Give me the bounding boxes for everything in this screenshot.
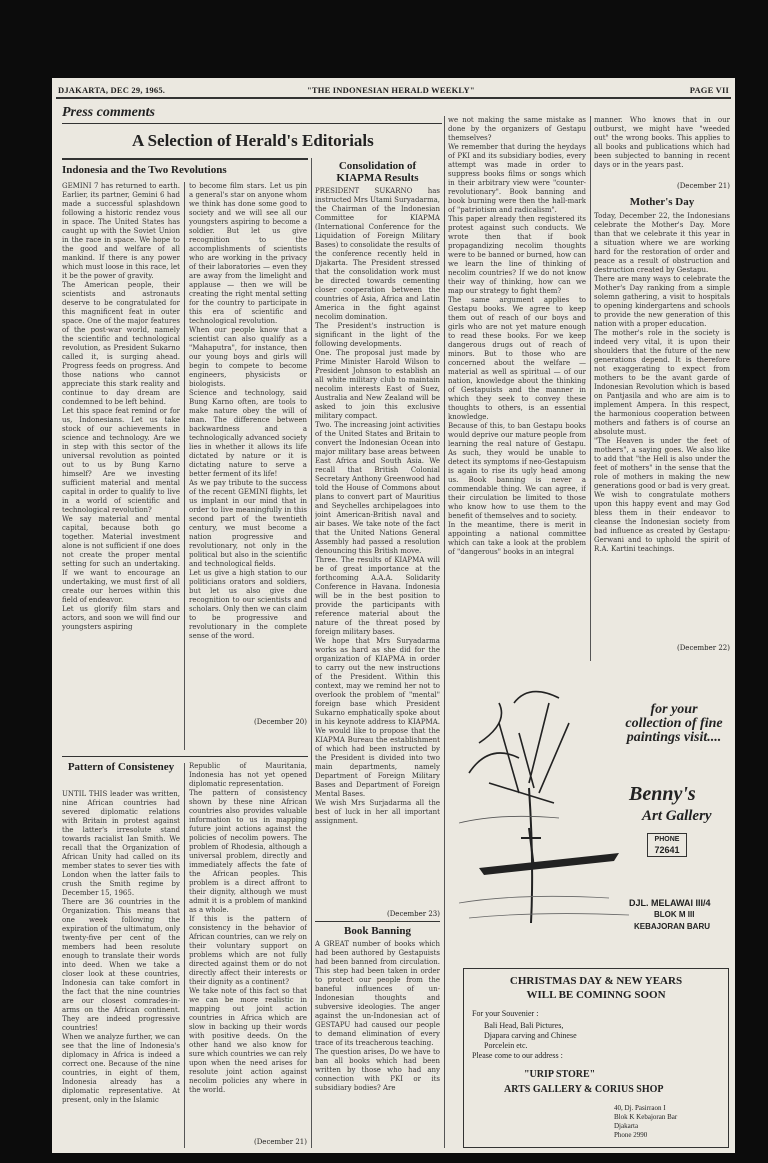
- kiapma-body: PRESIDENT SUKARNO has instructed Mrs Utami Suryadarma, the Chairman of the Indonesian Committee for KIAPMA (International Conference for the Liquidation of Foreign Military Bases) to consolidate the results of the conference recently held in Djakarta. The President stressed that the consolidation work must be directed towards cementing closer cooperation between the countries of Asia, Africa and Latin America in the fight against necolim domination. The President's instruction is significant in the light of the following developments. One. The proposal just made by Prime Minister Harold Wilson to President Johnson to establish an all white military club to maintain necolim interests East of Suez, Australia and New Zealand will be asked to join this exclusive military compact. Two. The increasing joint activities of the United States and Britain to convert the Indonesian Ocean into major military base areas between East Africa and South Asia. We recall that British Colonial Secretary Anthony Greenwood had told the House of Commons about plans to convert part of Mauritius and Seychelles archipelagoes into joint American-British naval and air bases. We take note of the fact that the United Nations General Assembly had passed a resolution denouncing this British move. Three. The results of KIAPMA will be of great importance at the forthcoming A.A.A. Solidarity Conference in Havana. Indonesia will be in the best position to provide the participants with reference material about the nature of the threat posed by foreign military bases. We hope that Mrs Suryadarma works as hard as she did for the organization of KIAPMA in order to carry out the new instructions of the President. Within this context, may we remind her not to overlook the problem of "mental" foreign base which President Sukarno emphatically spoke about in his keynote address to KIAPMA. We would like to propose that the KIAPMA Bureau the establishment of which had been instructed by the President is divided into two main departments, namely Department of Foreign Military Bases and Department of Foreign Mental Bases. We wish Mrs Surjadarma all the best of luck in her all important assignment.: [315, 187, 440, 825]
- ad-gallery-name: Benny's: [629, 783, 696, 805]
- gemini-column-1: GEMINI 7 has returned to earth. Earlier, its partner, Gemini 6 had made a successful splashdown following a historic rendez vous in space. The United States has caught up with the Soviet Union in the race in space. We hope to the good and welfare of all mankind. If there is any power which must loose in this race, let it be the power of gravity. The American people, their scientists and astronauts deserve to be congratulated for this magnificent feat in outer space. One of the major features of the post-war world, namely the scientific and technological revolution, as President Sukarno called it, is surging ahead. Progress feeds on progress. And those nations who cannot appreciate this stark reality and continue to day dream are condemned to be left behind. Let this space feat remind or for us, Indonesians. Let us take stock of our achievements in science and technology. Are we in step with this sector of the universal revolution as pointed out to us by Bung Karno himself? Are we investing sufficient material and mental capital in order to qualify to live in a world of scientific and technological revolution? We say material and mental capital, because both go together. Material investment alone is not sufficient if one does not create the proper mental setting for such an undertaking. If we want to encourage an undertaking, we must first of all create our heroes within this field of endeavor. Let us glorify film stars and actors, and soon we will find our youngsters aspiring: [62, 182, 180, 631]
- ad-address-line: Blok K Kebajoran Bar: [614, 1113, 678, 1121]
- column-divider: [311, 158, 312, 1148]
- column-divider: [184, 763, 185, 1148]
- column-divider: [184, 182, 185, 750]
- books-body-left: A GREAT number of books which had been authored by Gestapuists had been banned from circulation. This step had been taken in order to protect our people from the baneful influences of un-Indonesian thoughts and subversive ideologies. The anger against the un-Indonesian act of GESTAPU had caused our people to demand elimination of every trace of its treacherous teaching. The question arises, Do we have to ban all books which had been written by those who had any connection with PKI or its subsidiary bodies? Are: [315, 940, 440, 1092]
- ad-phone-box: [647, 833, 687, 857]
- ad-item: Bali Head, Bali Pictures,: [484, 1021, 564, 1030]
- books-body-right: we not making the same mistake as done by the organizers of Gestapu themselves? We remember that during the heydays of PKI and its subsidiary bodies, every attempt was made in order to suppress books films or songs which in their arbitrary view were "counter-revolutionary". Book banning and book burning were then the hall-mark of "patriotism and radicalism". This paper already then registered its protest against such conducts. We wrote then that if book propagandizing necolim thoughts were to be banned or burned, how can we learn the line of thinking of necolim countries? If we do not know their way of thinking, how can we map our strategy to fight them? The same argument applies to Gestapu books. We agree to keep them out of reach of our boys and girls who are not yet mature enough to read these books. For we keep dangerous drugs out of reach of minors. But to those who are concerned about the welfare — material as well as spiritual — of our nation, knowledge about the thinking of Gestapuists and the manner in which they seek to convey these thoughts to others, is an essential knowledge. Because of this, to ban Gestapu books would deprive our mature people from learning the real nature of Gestapu. As such, they would be unable to detect its symptoms if neo-Gestapuism is again to rise its ugly head among us. Book banning is never a commendable thing. We can agree, if their circulation be limited to those who know how to use them to the benefit of themselves and to society. In the meantime, there is merit in appointing a national committee which can take a look at the problem of "dangerous" books in an integral: [448, 116, 586, 556]
- urip-store-ad: [463, 968, 729, 1148]
- mothers-title: Mother's Day: [629, 196, 695, 208]
- gemini-top-rule: [62, 158, 308, 160]
- consistency-column-1: UNTIL THIS leader was written, nine African countries had severed diplomatic relations with Britain in protest against the latter's irresolute stand towards racialist Ian Smith. We recall that the Organization of African Unity had called on its member states to sever ties with London when the latter fails to crush the Smith regime by December 15, 1965. There are 36 countries in the Organization. This means that one week following the expiration of the ultimatum, only twenty-five per cent of the members had been resolute enough to translate their words into deed. When we take a closer look at these countries, Indonesia can take comfort in the fact that the nine countries are our closest comrades-in-arms on the African continent. They are indeed progressive countries! When we analyze further, we can see that the line of Indonesia's diplomacy in Africa is indeed a correct one. Because of the nine countries, in eight of them, Indonesia already has a diplomatic representative. At present, only in the Islamic: [62, 790, 180, 1104]
- column-divider: [590, 116, 591, 661]
- newspaper-page: [52, 78, 735, 1153]
- mothers-date: (December 22): [676, 644, 730, 652]
- books-title: Book Banning: [344, 925, 411, 937]
- column-divider: [444, 116, 445, 1148]
- kiapma-bottom-rule: [315, 921, 440, 922]
- ad-tagline: for your collection of fine paintings visit....: [625, 702, 723, 745]
- ad-address-line-2: BLOK M III: [654, 910, 695, 919]
- kiapma-date: (December 23): [386, 910, 440, 918]
- books-body-continued: manner. Who knows that in our outburst, we might have "weeded out" the wrong books. This applies to all books and publications which had been subjected to banning in recent days or in the years past.: [594, 116, 730, 169]
- header-paper-name: "THE INDONESIAN HERALD WEEKLY": [307, 85, 475, 95]
- consistency-date: (December 21): [253, 1138, 307, 1146]
- ad-item: Djapara carving and Chinese: [484, 1031, 577, 1040]
- ad-shop-name: "URIP STORE": [524, 1069, 596, 1080]
- ad-item: Please come to our address :: [472, 1051, 563, 1060]
- ad-address-line-1: DJL. MELAWAI III/4: [629, 898, 711, 908]
- consistency-title: Pattern of Consisteney: [67, 761, 175, 773]
- ad-address-line: Phone 2990: [614, 1131, 648, 1139]
- books-date: (December 21): [676, 182, 730, 190]
- ad-item: Porcelein etc.: [484, 1041, 528, 1050]
- ad-gallery-sub: Art Gallery: [642, 808, 712, 824]
- header-date: DJAKARTA, DEC 29, 1965.: [58, 85, 166, 95]
- gemini-column-2: to become film stars. Let us pin a general's star on anyone whom we think has done some good to society and we will see all our youngsters aspiring to become a soldier. But let us give recognition to the accomplishments of scientists who are working in the privacy of their laboratories — even they are away from the limelight and applause — then we will be creating the right mental setting for the country to participate in this era of scientific and technological revolution. When our people know that a scientist can also qualify as a "Mahaputra", for instance, then our young boys and girls will begin to compete to become engineers, physicists or biologists. Science and technology, said Bung Karno often, are tools to make nature obey the will of man. The difference between backwardness and a technologically advanced society lies in whether it allows its life dictated by nature or it is dictating nature to serve a better ferment of its life! As we pay tribute to the success of the recent GEMINI flights, let us implant in our mind that in order to live meaningfully in this second part of the twentieth century, we must become a nation progressive and revolutionary, not only in the political but also in the scientific and technological fields. Let us give a high station to our politicians orators and soldiers, but let us also give due recognition to our scientists and scholars. Only then we can claim to be progressive and revolutionary in the complete sense of the word.: [189, 182, 307, 640]
- ad-address-line: Djakarta: [614, 1122, 639, 1130]
- art-gallery-ad: [459, 663, 729, 963]
- ad-headline-1: CHRISTMAS DAY & NEW YEARS: [509, 975, 683, 987]
- mothers-body: Today, December 22, the Indonesians celebrate the Mother's Day. More than that we celebrate it this year in a situation where we are working hard for the restoration of order and peace as a result of obstruction and destruction created by Gestapu. There are many ways to celebrate the Mother's Day ranking from a simple solemn gathering, a visit to hospitals to opening kindergartens and schools to provide the new generation of this nation with a proper education. The mother's role in the society is indeed very vital, it is upon their shoulders that the future of the new generations depend. It is therefore not exaggerating to expect from mothers to be the avant garde of Indonesian Revolution which is based on Pantjasila and who are aim is to implement Ampera. In this respect, the harmonious cooperation between mothers and fathers is of course an absolute must. "The Heaven is under the feet of mothers", a saying goes. We also like to add that "the Hell is also under the feet of mothers" in the sense that the role of mothers in making the new generations good or bad is very great. We wish to congratulate mothers upon this happy event and may God bless them in their endeavor to cleanse the Indonesian society from bad influence as created by Gestapu-Gerwani and to uphold the spirit of R.A. Kartini teachings.: [594, 212, 730, 553]
- ad-address-line-3: KEBAJORAN BARU: [634, 922, 711, 931]
- ad-phone-number: 72641: [654, 845, 680, 855]
- section-title: Press comments: [62, 105, 155, 120]
- gemini-title: Indonesia and the Two Revolutions: [62, 164, 227, 176]
- ad-address-line: 40, Dj. Pasirraon I: [614, 1104, 666, 1112]
- page-banner: A Selection of Herald's Editorials: [132, 131, 374, 150]
- ad-shop-subtitle: ARTS GALLERY & CORIUS SHOP: [504, 1084, 664, 1095]
- ad-headline-2: WILL BE COMINNG SOON: [526, 989, 666, 1001]
- header-page-number: PAGE VII: [689, 85, 729, 95]
- section-rule: [62, 123, 442, 124]
- kiapma-title: Consolidation of KIAPMA Results: [336, 160, 419, 184]
- ad-phone-label: PHONE: [654, 836, 680, 843]
- ad-intro: For your Souvenier :: [472, 1009, 539, 1018]
- gemini-date: (December 20): [253, 718, 307, 726]
- header-rule: [56, 97, 731, 99]
- consistency-column-2: Republic of Mauritania, Indonesia has not yet opened diplomatic representation. The pattern of consistency shown by these nine African countries also provides valuable information to us in mapping future joint actions against the policies of necolim powers. The problem of Rhodesia, although a universal problem, directly and immediately affects the fate of the African peoples. This problem is a direct affront to their dignity, although we must admit it is a problem of mankind as a whole. If this is the pattern of consistency in the behavior of African countries, can we rely on their voluntary support on problems which are not fully directed against them or do not directly affect their interests or their dignity as a continent? We take note of this fact so that we can be more realistic in mapping out joint action countries in Africa which are slow in backing up their words with positive deeds. On the other hand we also know for sure which countries we can rely upon when the need arises for resolute joint action against necolim policies any where in the world.: [189, 762, 307, 1094]
- gemini-bottom-rule: [62, 756, 308, 757]
